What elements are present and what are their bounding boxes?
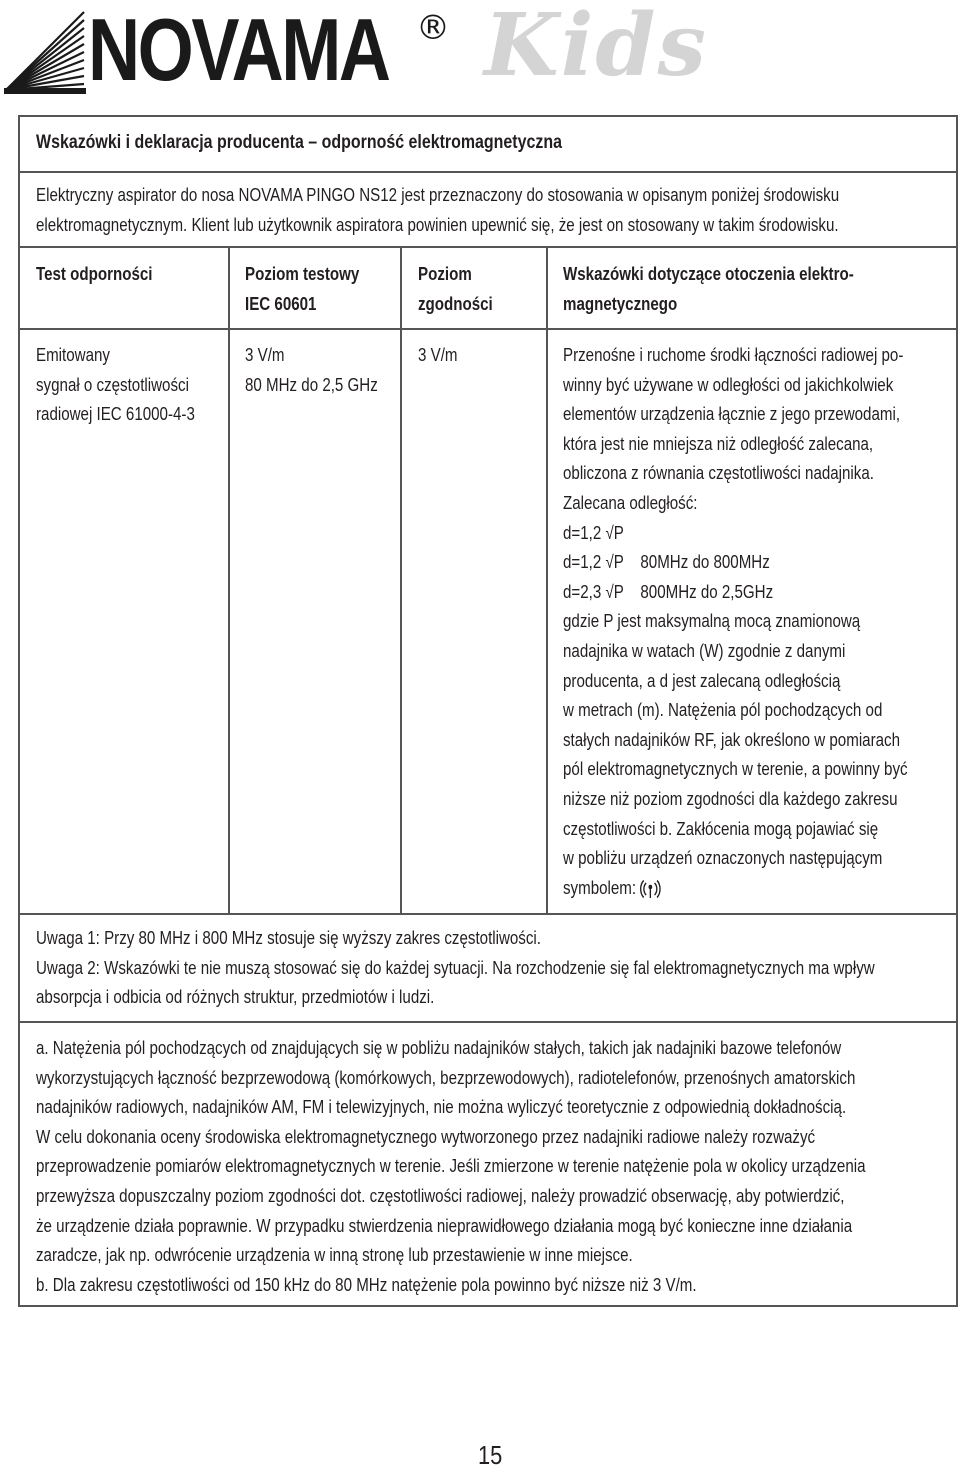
cell-line: d=1,2 √P 80MHz do 800MHz xyxy=(563,552,770,573)
table-bottom-rule xyxy=(18,913,958,915)
footnote-line: nadajników radiowych, nadajników AM, FM i telewizyjnych, nie można wyliczyć teoretycznie z odpowiednią dokładnością. xyxy=(36,1097,847,1118)
header-guidance xyxy=(563,260,854,319)
intro-line: Elektryczny aspirator do nosa NOVAMA PINGO NS12 jest przeznaczony do stosowania w opisanym poniżej środowisku xyxy=(36,185,840,205)
footnote-line: wykorzystujących łączność bezprzewodową (komórkowych, bezprzewodowych), radiotelefonów, przenośnych amatorskich xyxy=(36,1067,856,1088)
header-label-line: zgodności xyxy=(418,293,493,314)
footnote-line: przewyższa dopuszczalny poziom zgodności dot. częstotliwości radiowej, należy prowadzić obserwację, aby potwierdzić, xyxy=(36,1185,845,1206)
cell-line: pól elektromagnetycznych w terenie, a powinny być xyxy=(563,759,908,780)
header-test-level xyxy=(245,260,359,319)
note-line: absorpcja i odbicia od różnych struktur, przedmiotów i ludzi. xyxy=(36,987,435,1008)
symbol-label: symbolem: xyxy=(563,877,637,898)
page-number: 15 xyxy=(478,1440,503,1470)
cell-guidance xyxy=(563,341,908,903)
intro-text xyxy=(36,181,839,240)
cell-line: częstotliwości b. Zakłócenia mogą pojawiać się xyxy=(563,818,879,839)
header-label-line: IEC 60601 xyxy=(245,293,317,314)
table-header-rule xyxy=(18,328,958,330)
brand-logo xyxy=(4,0,724,100)
cell-line: 3 V/m xyxy=(418,345,458,365)
footnote-line: b. Dla zakresu częstotliwości od 150 kHz do 80 MHz natężenie pola powinno być niższe niż 3 V/m. xyxy=(36,1274,697,1295)
cell-line: Zalecana odległość: xyxy=(563,492,698,513)
intro-line: elektromagnetycznym. Klient lub użytkownik aspiratora powinien upewnić się, że jest on stosowany w takim środowisku. xyxy=(36,214,839,235)
footnotes xyxy=(36,1034,866,1300)
cell-line: elementów urządzenia łącznie z jego przewodami, xyxy=(563,404,901,425)
divider xyxy=(18,171,958,173)
note-line: Uwaga 1: Przy 80 MHz i 800 MHz stosuje się wyższy zakres częstotliwości. xyxy=(36,928,541,948)
cell-line: niższe niż poziom zgodności dla każdego zakresu xyxy=(563,788,898,809)
header-test-label: Test odporności xyxy=(36,264,153,284)
cell-line: Emitowany xyxy=(36,345,110,365)
cell-line: stałych nadajników RF, jak określono w pomiarach xyxy=(563,729,900,750)
footnote-line: zaradcze, jak np. odwrócenie urządzenia w inną stronę lub przestawienie w inne miejsce. xyxy=(36,1245,633,1266)
header-label-line: Wskazówki dotyczące otoczenia elektro- xyxy=(563,264,854,284)
cell-line: 80 MHz do 2,5 GHz xyxy=(245,374,378,395)
cell-line: Przenośne i ruchome środki łączności radiowej po- xyxy=(563,345,904,365)
cell-compliance-level xyxy=(418,341,457,371)
footnote-line: a. Natężenia pól pochodzących od znajdujących się w pobliżu nadajników stałych, takich jak nadajniki bazowe telefonów xyxy=(36,1038,842,1058)
header-label-line: magnetycznego xyxy=(563,293,678,314)
cell-line: d=1,2 √P xyxy=(563,522,624,543)
divider xyxy=(18,1021,958,1023)
cell-line: sygnał o częstotliwości xyxy=(36,374,189,395)
column-divider xyxy=(400,247,402,913)
cell-line: w pobliżu urządzeń oznaczonych następującym xyxy=(563,848,883,869)
cell-line: nadajnika w watach (W) zgodnie z danymi xyxy=(563,640,846,661)
cell-line: d=2,3 √P 800MHz do 2,5GHz xyxy=(563,581,774,602)
cell-line: w metrach (m). Natężenia pól pochodzących od xyxy=(563,700,883,721)
header-compliance-level xyxy=(418,260,493,319)
table-top-rule xyxy=(18,246,958,248)
column-divider xyxy=(546,247,548,913)
cell-line: gdzie P jest maksymalną mocą znamionową xyxy=(563,611,861,632)
footnote-line: że urządzenie działa poprawnie. W przypadku stwierdzenia nieprawidłowego działania mogą być konieczne inne działania xyxy=(36,1215,853,1236)
brand-name: NOVAMA xyxy=(88,0,389,99)
nonionizing-radiation-icon xyxy=(639,879,661,899)
header-test xyxy=(36,260,152,290)
cell-line: producenta, a d jest zalecaną odległością xyxy=(563,670,841,691)
header-label-line: Poziom testowy xyxy=(245,264,360,284)
cell-line: obliczona z równania częstotliwości nadajnika. xyxy=(563,463,874,484)
cell-test xyxy=(36,341,195,430)
cell-line: która jest nie mniejsza niż odległość zalecana, xyxy=(563,433,874,454)
cell-line: winny być używane w odległości od jakichkolwiek xyxy=(563,374,894,395)
header-label-line: Poziom xyxy=(418,264,472,284)
cell-line: radiowej IEC 61000-4-3 xyxy=(36,404,195,425)
column-divider xyxy=(228,247,230,913)
section-title: Wskazówki i deklaracja producenta – odporność elektromagnetyczna xyxy=(36,132,562,153)
cell-line-with-symbol xyxy=(563,874,908,904)
note-line: Uwaga 2: Wskazówki te nie muszą stosować się do każdej sytuacji. Na rozchodzenie się fal elektromagnetycznych ma wpływ xyxy=(36,957,875,978)
footnote-line: W celu dokonania oceny środowiska elektromagnetycznego wytworzonego przez nadajniki radiowe należy rozważyć xyxy=(36,1126,816,1147)
cell-test-level xyxy=(245,341,378,400)
footnote-line: przeprowadzenie pomiarów elektromagnetycznych w terenie. Jeśli zmierzone w terenie natężenie pola w okolicy urządzenia xyxy=(36,1156,866,1177)
registered-mark: ® xyxy=(416,8,450,48)
brand-sub: Kids xyxy=(484,0,708,96)
logo-rays-icon xyxy=(4,8,86,96)
cell-line: 3 V/m xyxy=(245,345,285,365)
notes xyxy=(36,924,875,1013)
